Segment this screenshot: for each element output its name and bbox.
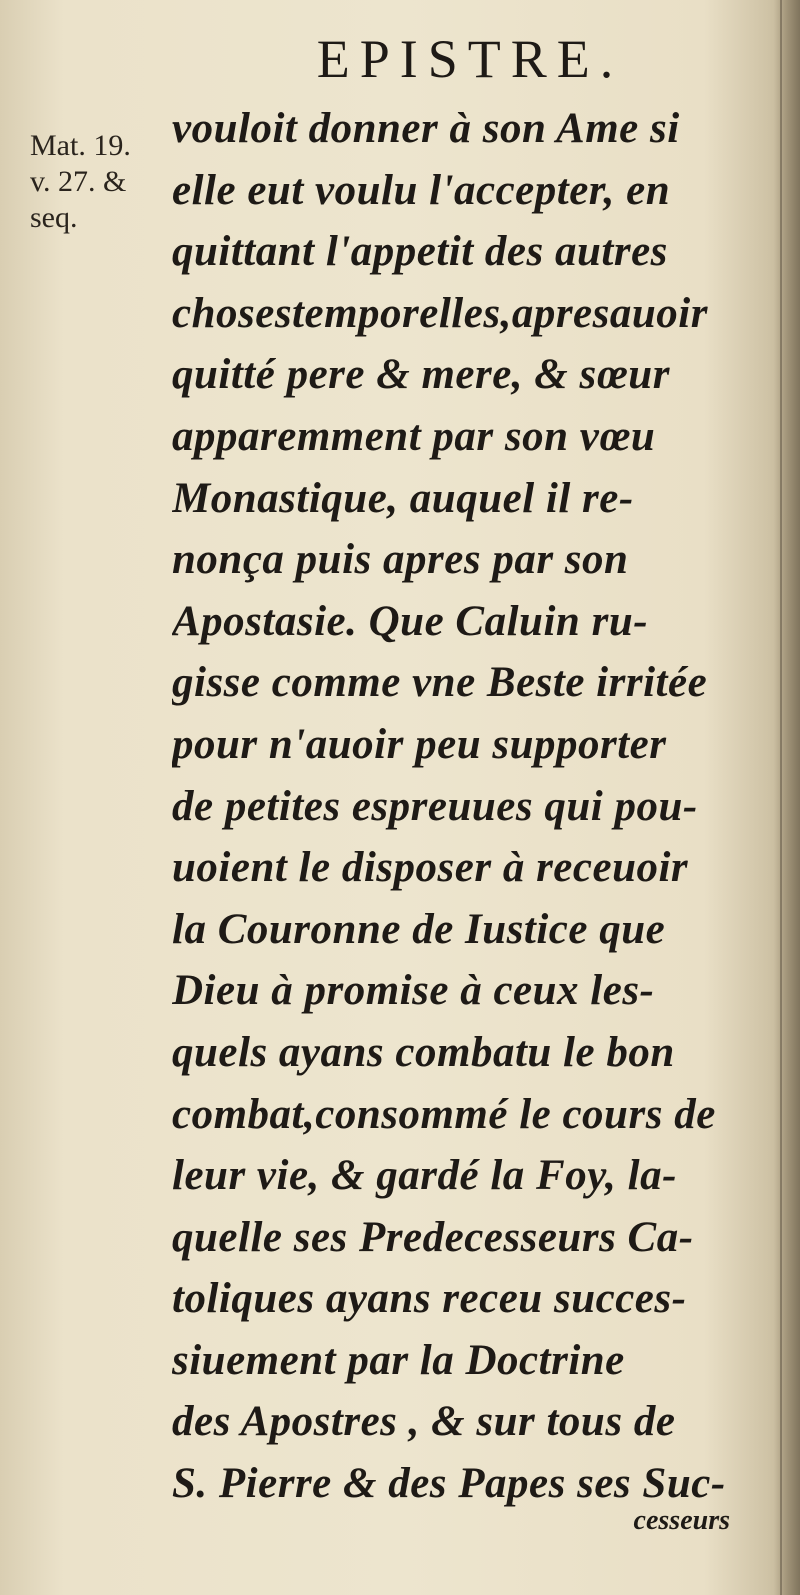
running-head: EPISTRE. bbox=[316, 29, 624, 89]
text-line: la Couronne de Iustice que bbox=[172, 905, 666, 953]
text-line: de petites espreuues qui pou- bbox=[172, 782, 698, 830]
text-line: toliques ayans receu succes- bbox=[172, 1275, 687, 1323]
body-text bbox=[172, 98, 758, 1515]
text-line: vouloit donner à son Ame si bbox=[172, 105, 680, 152]
text-line: quels ayans combatu le bon bbox=[172, 1028, 675, 1076]
text-line: quelle ses Predecesseurs Ca- bbox=[172, 1213, 694, 1261]
margin-note-line: seq. bbox=[30, 201, 78, 234]
text-line: apparemment par son vœu bbox=[172, 412, 656, 460]
text-line: elle eut voulu l'accepter, en bbox=[172, 166, 671, 214]
text-line: Dieu à promise à ceux les- bbox=[172, 967, 655, 1015]
text-line: siuement par la Doctrine bbox=[172, 1336, 625, 1384]
text-line: uoient le disposer à receuoir bbox=[172, 844, 689, 892]
text-line: quittant l'appetit des autres bbox=[172, 228, 668, 276]
text-line: S. Pierre & des Papes ses Suc- bbox=[172, 1460, 726, 1508]
text-line: gisse comme vne Beste irritée bbox=[172, 659, 708, 707]
text-line: Monastique, auquel il re- bbox=[172, 474, 634, 522]
catchword: cesseurs bbox=[633, 1505, 730, 1536]
text-line: pour n'auoir peu supporter bbox=[172, 720, 667, 768]
page-gutter-shadow bbox=[774, 0, 800, 1595]
page-fold-line bbox=[780, 0, 782, 1595]
text-line: chosestemporelles,apresauoir bbox=[172, 289, 708, 337]
marginal-reference bbox=[30, 128, 180, 236]
text-line: des Apostres , & sur tous de bbox=[172, 1398, 676, 1446]
margin-note-line: v. 27. & bbox=[30, 165, 127, 198]
text-line: leur vie, & gardé la Foy, la- bbox=[172, 1152, 677, 1200]
margin-note-line: Mat. 19. bbox=[30, 129, 131, 162]
text-line: combat,consommé le cours de bbox=[172, 1090, 716, 1138]
text-line: nonça puis apres par son bbox=[172, 536, 629, 584]
text-line: Apostasie. Que Caluin ru- bbox=[172, 597, 649, 645]
text-line: quitté pere & mere, & sœur bbox=[172, 351, 670, 399]
